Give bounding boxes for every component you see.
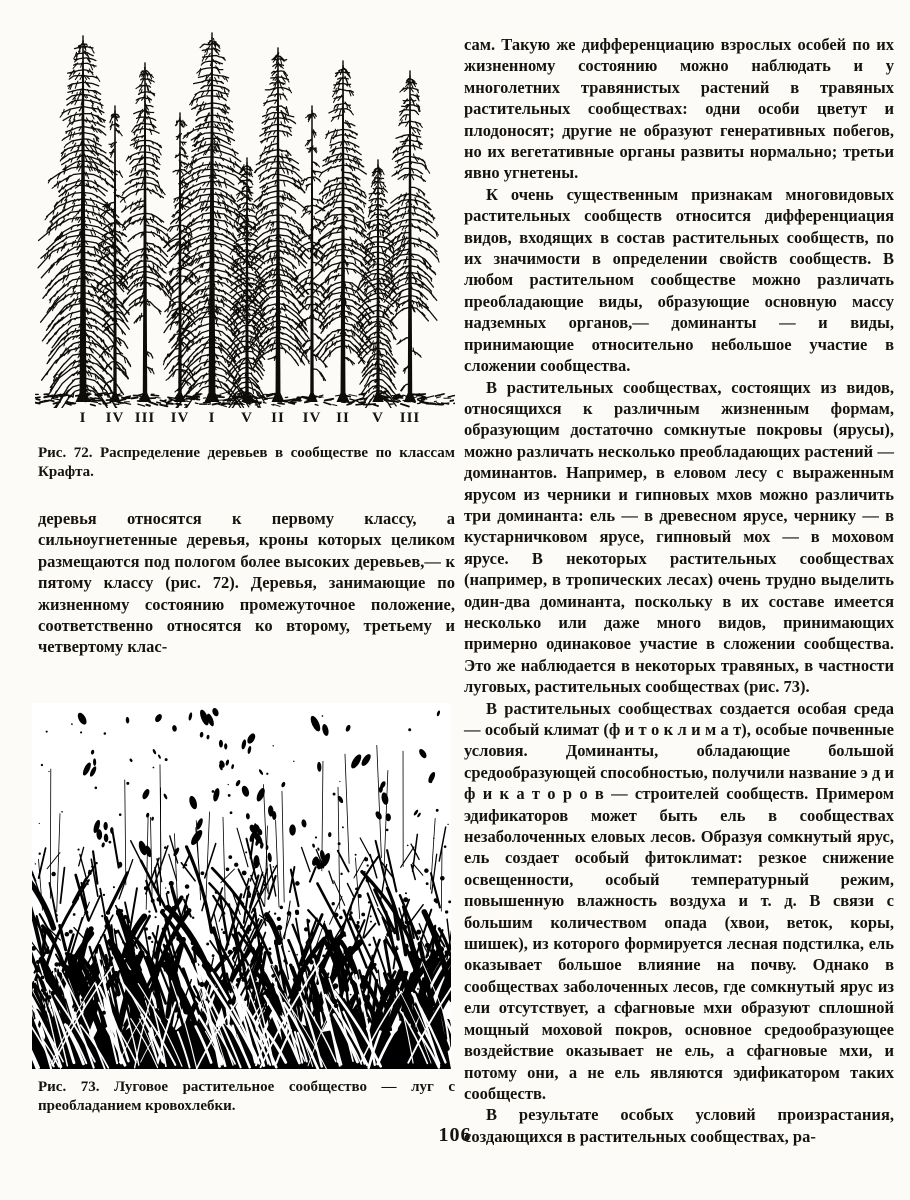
- figure-73-meadow-photo: [32, 703, 451, 1069]
- paragraph: В результате особых условий произрастания, создающихся в растительных сообществах, ра-: [464, 1105, 894, 1146]
- kraft-class-label: II: [336, 410, 350, 426]
- figure-72-tree-stand-illustration: [35, 22, 455, 434]
- figure-73-caption: Рис. 73. Луговое растительное сообщество — луг с преобладанием кровохлебки.: [38, 1079, 455, 1114]
- kraft-class-label: IV: [105, 410, 125, 426]
- kraft-class-label: V: [241, 410, 253, 426]
- paragraph: К очень существенным признакам многовидовых растительных сообществ относится дифференциация видов, входящих в состав растительных сообществ, по их значимости в определении свойств сообществ. В любом растительном сообществе можно различать преобладающие виды, образующие основную массу надземных органов,— доминанты — и виды, принимающие относительно небольшое участие в сложении сообщества.: [464, 184, 894, 376]
- left-column-paragraph: деревья относятся к первому классу, а сильноугнетенные деревья, кроны которых целиком размещаются под пологом более высоких деревьев,— к пятому классу (рис. 72). Деревья, занимающие по жизненному состоянию промежуточное положение, соответственно относятся ко второму, третьему и четвертому клас-: [38, 509, 455, 657]
- paragraph: В растительных сообществах, состоящих из видов, относящихся к различным жизненным формам, образующим достаточно сомкнутые покровы (ярусы), можно различать несколько преобладающих растений — доминантов. Например, в еловом лесу с выраженным ярусом из черники и гипновых мхов можно различить три доминанта: ель — в древесном ярусе, чернику — в кустарничковом ярусе, гипновый мох — в моховом ярусе. В некоторых растительных сообществах (например, в тропических лесах) очень трудно выделить один-два доминанта, поскольку в их составе имеется несколько или даже много видов, принимающих примерно одинаковое участие в сложении сообщества. Это же наблюдается в некоторых травяных, в частности луговых, растительных сообществах (рис. 73).: [464, 377, 894, 697]
- right-text-column: [464, 34, 894, 1147]
- page-number: 106: [438, 1124, 472, 1146]
- kraft-class-label: V: [372, 410, 384, 426]
- kraft-class-label: IV: [170, 410, 190, 426]
- paragraph: В растительных сообществах создается особая среда — особый климат (ф и т о к л и м а т), особые почвенные условия. Доминанты, обладающие большой средообразующей способностью, получили название э д и ф и к а т о р о в — строителей сообществ. Примером эдификаторов может быть ель в сообществах незаболоченных еловых лесов. Образуя сомкнутый ярус, ель создает особый фитоклимат: резкое снижение освещенности, особый температурный режим, повышенную влажность воздуха и т. д. В связи с большим количеством опада (хвои, веток, коры, шишек), из которого формируется лесная подстилка, ель оказывает большое влияние на почву. Однако в сообществах заболоченных лесов, где сомкнутый ярус из ели отсутствует, а сфагновые мхи образуют сплошной мощный моховой покров, основное средообразующее воздействие оказывает не ель, а сфагновые мхи, и потому они, а не ель являются эдификатором таких сообществ.: [464, 698, 894, 1103]
- kraft-class-labels: [35, 410, 455, 430]
- paragraph: сам. Такую же дифференциацию взрослых особей по их жизненному состоянию можно наблюдать и у многолетних травянистых растений в травяных растительных сообществах: одни особи цветут и плодоносят; другие не образуют генеративных побегов, но их вегетативные органы развиты нормально; третьи явно угнетены.: [464, 35, 894, 183]
- kraft-class-label: I: [208, 410, 216, 426]
- meadow-image: [32, 703, 451, 1069]
- kraft-class-label: III: [134, 410, 156, 426]
- kraft-class-label: II: [271, 410, 285, 426]
- figure-72-caption: Рис. 72. Распределение деревьев в сообществе по классам Крафта.: [38, 445, 455, 480]
- kraft-class-label: III: [399, 410, 421, 426]
- tree-stand-drawing: [35, 22, 455, 408]
- kraft-class-label: I: [79, 410, 87, 426]
- kraft-class-label: IV: [302, 410, 322, 426]
